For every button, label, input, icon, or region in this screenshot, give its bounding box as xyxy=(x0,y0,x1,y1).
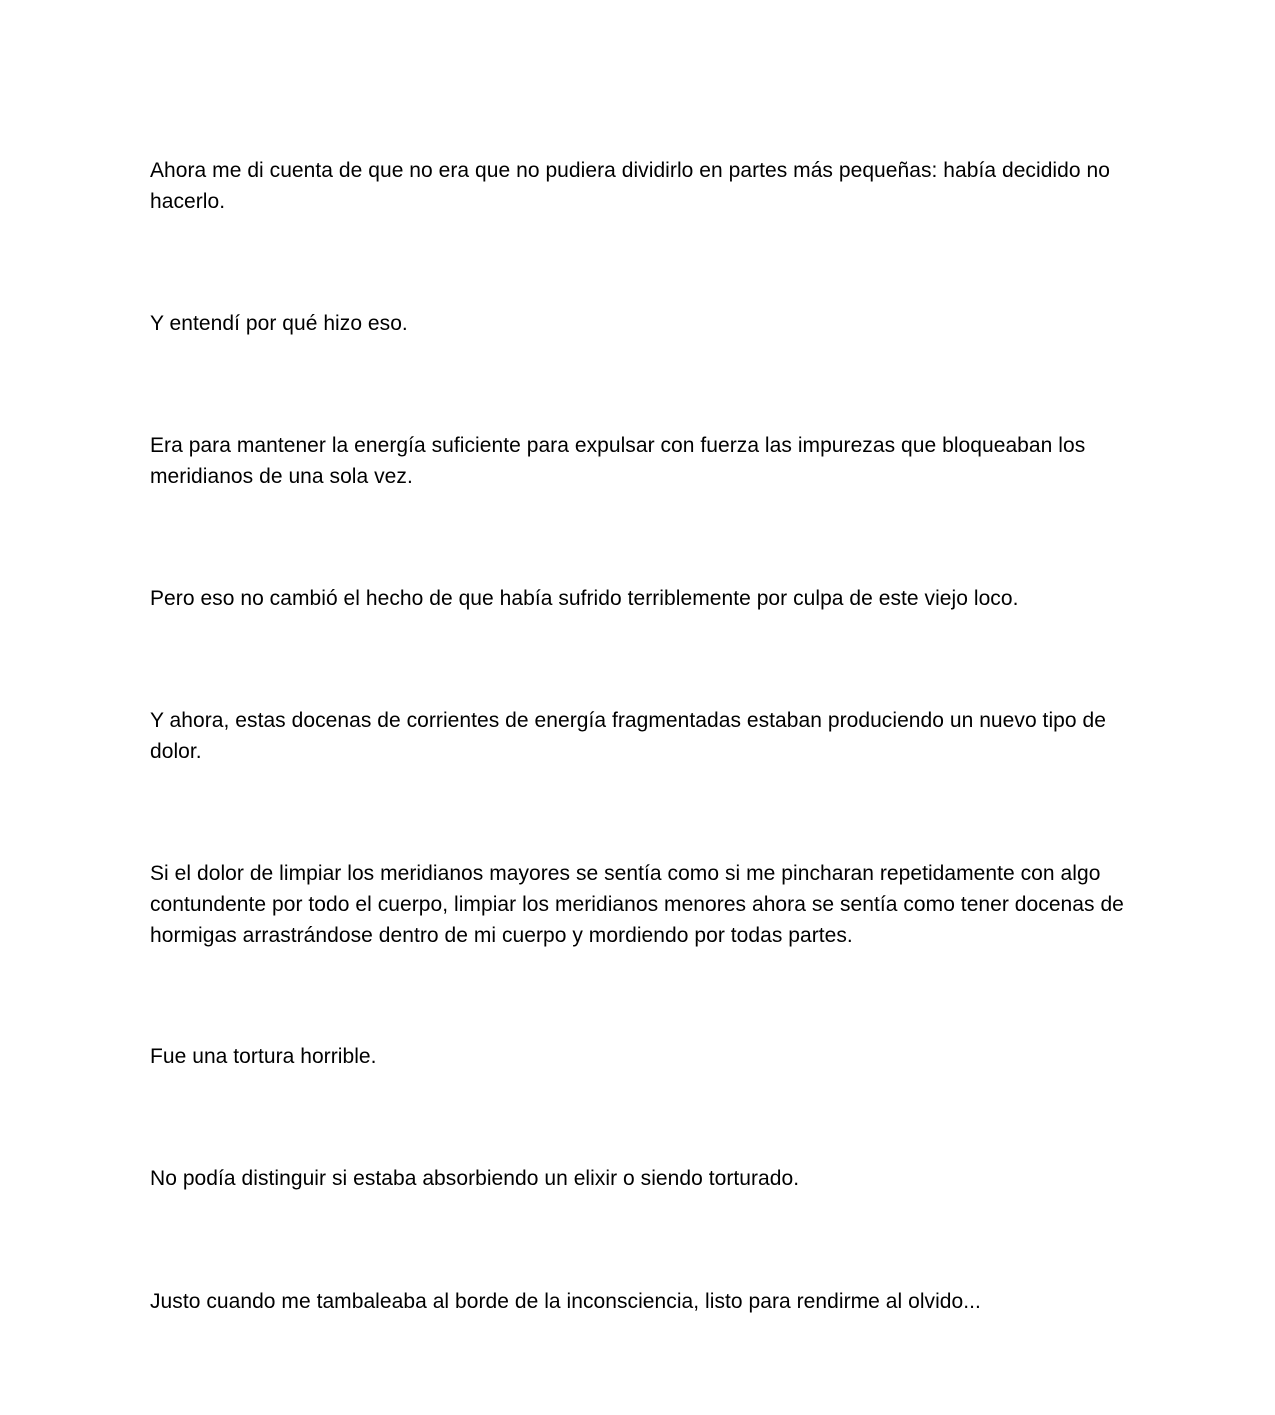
paragraph-6: Si el dolor de limpiar los meridianos mayores se sentía como si me pincharan repetidamente con algo contundente por todo el cuerpo, limpiar los meridianos menores ahora se sentía como tener docenas de hormigas arrastrándose dentro de mi cuerpo y mordiendo por todas partes. xyxy=(150,862,1124,947)
paragraph-2: Y entendí por qué hizo eso. xyxy=(150,312,408,335)
paragraph-9: Justo cuando me tambaleaba al borde de la inconsciencia, listo para rendirme al olvido... xyxy=(150,1290,981,1313)
paragraph-8: No podía distinguir si estaba absorbiendo un elixir o siendo torturado. xyxy=(150,1167,800,1190)
paragraph-3: Era para mantener la energía suficiente para expulsar con fuerza las impurezas que bloqueaban los meridianos de una sola vez. xyxy=(150,434,1086,488)
paragraph-4: Pero eso no cambió el hecho de que había sufrido terriblemente por culpa de este viejo loco. xyxy=(150,587,1019,610)
paragraph-7: Fue una tortura horrible. xyxy=(150,1045,377,1068)
paragraph-5: Y ahora, estas docenas de corrientes de energía fragmentadas estaban produciendo un nuevo tipo de dolor. xyxy=(150,709,1106,763)
paragraph-1: Ahora me di cuenta de que no era que no pudiera dividirlo en partes más pequeñas: había decidido no hacerlo. xyxy=(150,159,1110,213)
